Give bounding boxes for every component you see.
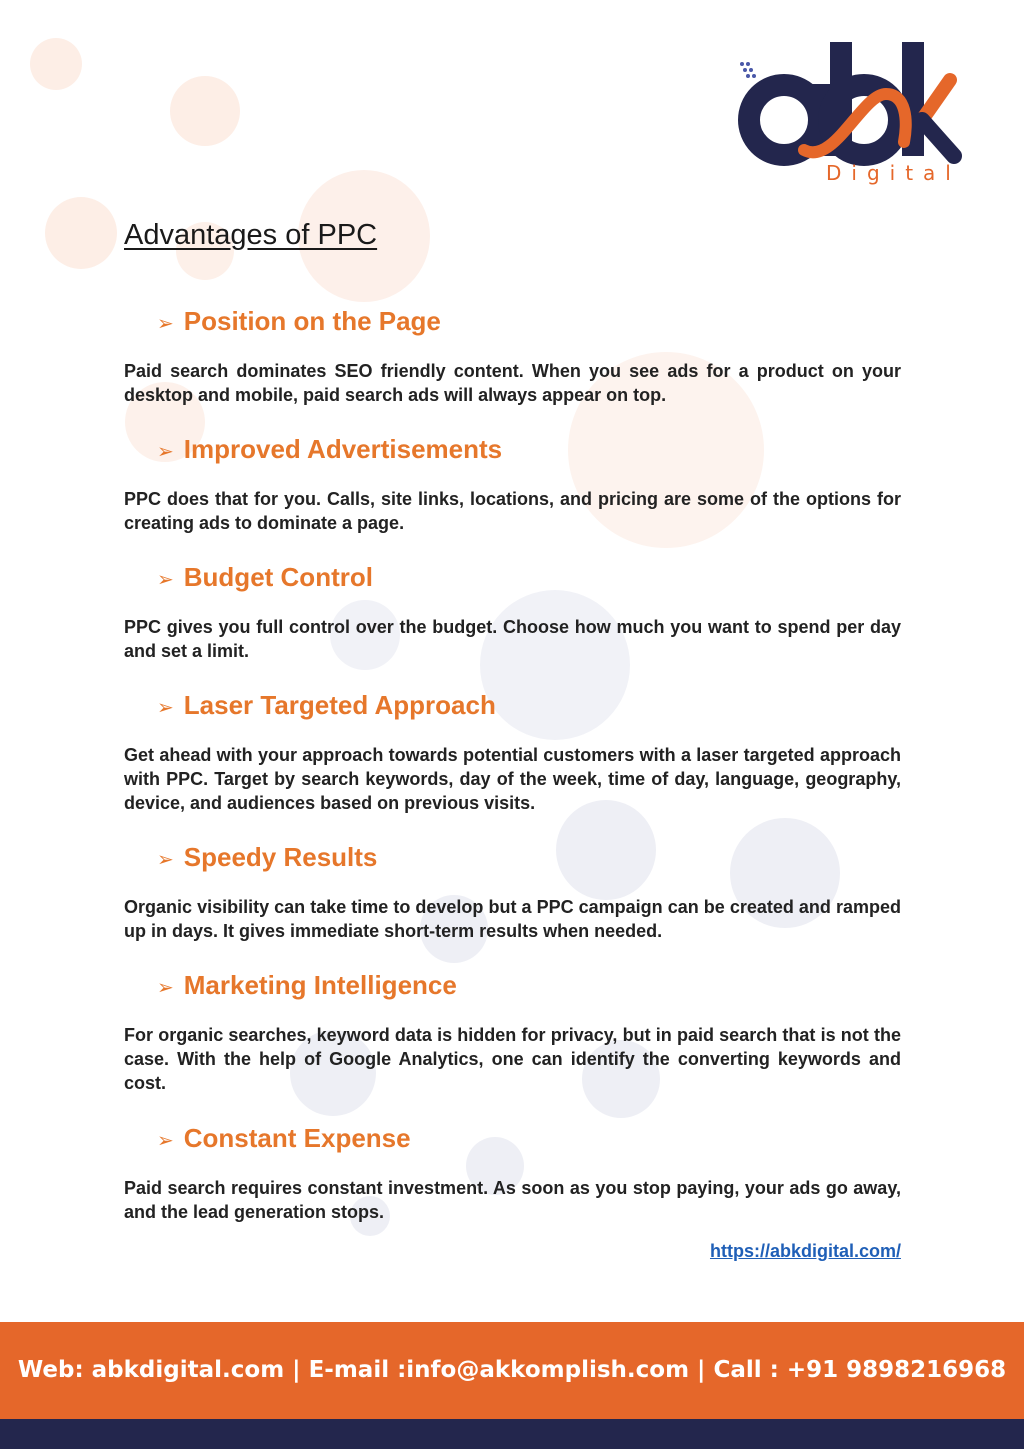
section-body: For organic searches, keyword data is hidden for privacy, but in paid search that is not the case. With the help of Google Analytics, one can identify the converting keywords and cost. xyxy=(124,1025,901,1093)
footer-bottom-strip xyxy=(0,1419,1024,1449)
arrow-bullet-icon: ➢ xyxy=(157,977,174,999)
section-heading: ➢ Position on the Page xyxy=(157,306,441,336)
section-body: Paid search requires constant investment. As soon as you stop paying, your ads go away, and the lead generation stops. xyxy=(124,1178,901,1222)
section-heading: ➢ Budget Control xyxy=(157,562,373,592)
section-heading: ➢ Laser Targeted Approach xyxy=(157,690,496,720)
arrow-bullet-icon: ➢ xyxy=(157,849,174,871)
bg-circle xyxy=(170,76,240,146)
arrow-bullet-icon: ➢ xyxy=(157,697,174,719)
section-body: Paid search dominates SEO friendly content. When you see ads for a product on your desktop and mobile, paid search ads will always appear on top. xyxy=(124,361,901,405)
section-body: Get ahead with your approach towards potential customers with a laser targeted approach with PPC. Target by search keywords, day of the week, time of day, language, geography, device, and audiences based on previous visits. xyxy=(124,745,901,813)
arrow-bullet-icon: ➢ xyxy=(157,313,174,335)
section-heading: ➢ Improved Advertisements xyxy=(157,434,503,464)
bg-circle xyxy=(480,590,630,740)
section-heading: ➢ Speedy Results xyxy=(157,842,378,872)
section-heading: ➢ Marketing Intelligence xyxy=(157,970,457,1000)
bg-circle xyxy=(45,197,117,269)
footer-contact-bar xyxy=(0,1322,1024,1419)
section-body: PPC gives you full control over the budget. Choose how much you want to spend per day and set a limit. xyxy=(124,617,901,661)
arrow-bullet-icon: ➢ xyxy=(157,569,174,591)
bg-circle xyxy=(556,800,656,900)
logo-subtext: Digital xyxy=(826,161,961,185)
section-body: Organic visibility can take time to develop but a PPC campaign can be created and ramped up in days. It gives immediate short-term results when needed. xyxy=(124,897,901,941)
arrow-bullet-icon: ➢ xyxy=(157,441,174,463)
section-body: PPC does that for you. Calls, site links, locations, and pricing are some of the options for creating ads to dominate a page. xyxy=(124,489,901,533)
bg-circle xyxy=(30,38,82,90)
section-heading: ➢ Constant Expense xyxy=(157,1123,411,1153)
footer-contact-text: Web: abkdigital.com | E-mail :info@akkomplish.com | Call : +91 9898216968 xyxy=(17,1357,1007,1383)
abk-digital-logo xyxy=(734,38,962,188)
arrow-bullet-icon: ➢ xyxy=(157,1130,174,1152)
logo-graphic xyxy=(734,38,962,188)
page-title: Advantages of PPC xyxy=(124,219,378,251)
website-link[interactable]: https://abkdigital.com/ xyxy=(709,1241,901,1261)
